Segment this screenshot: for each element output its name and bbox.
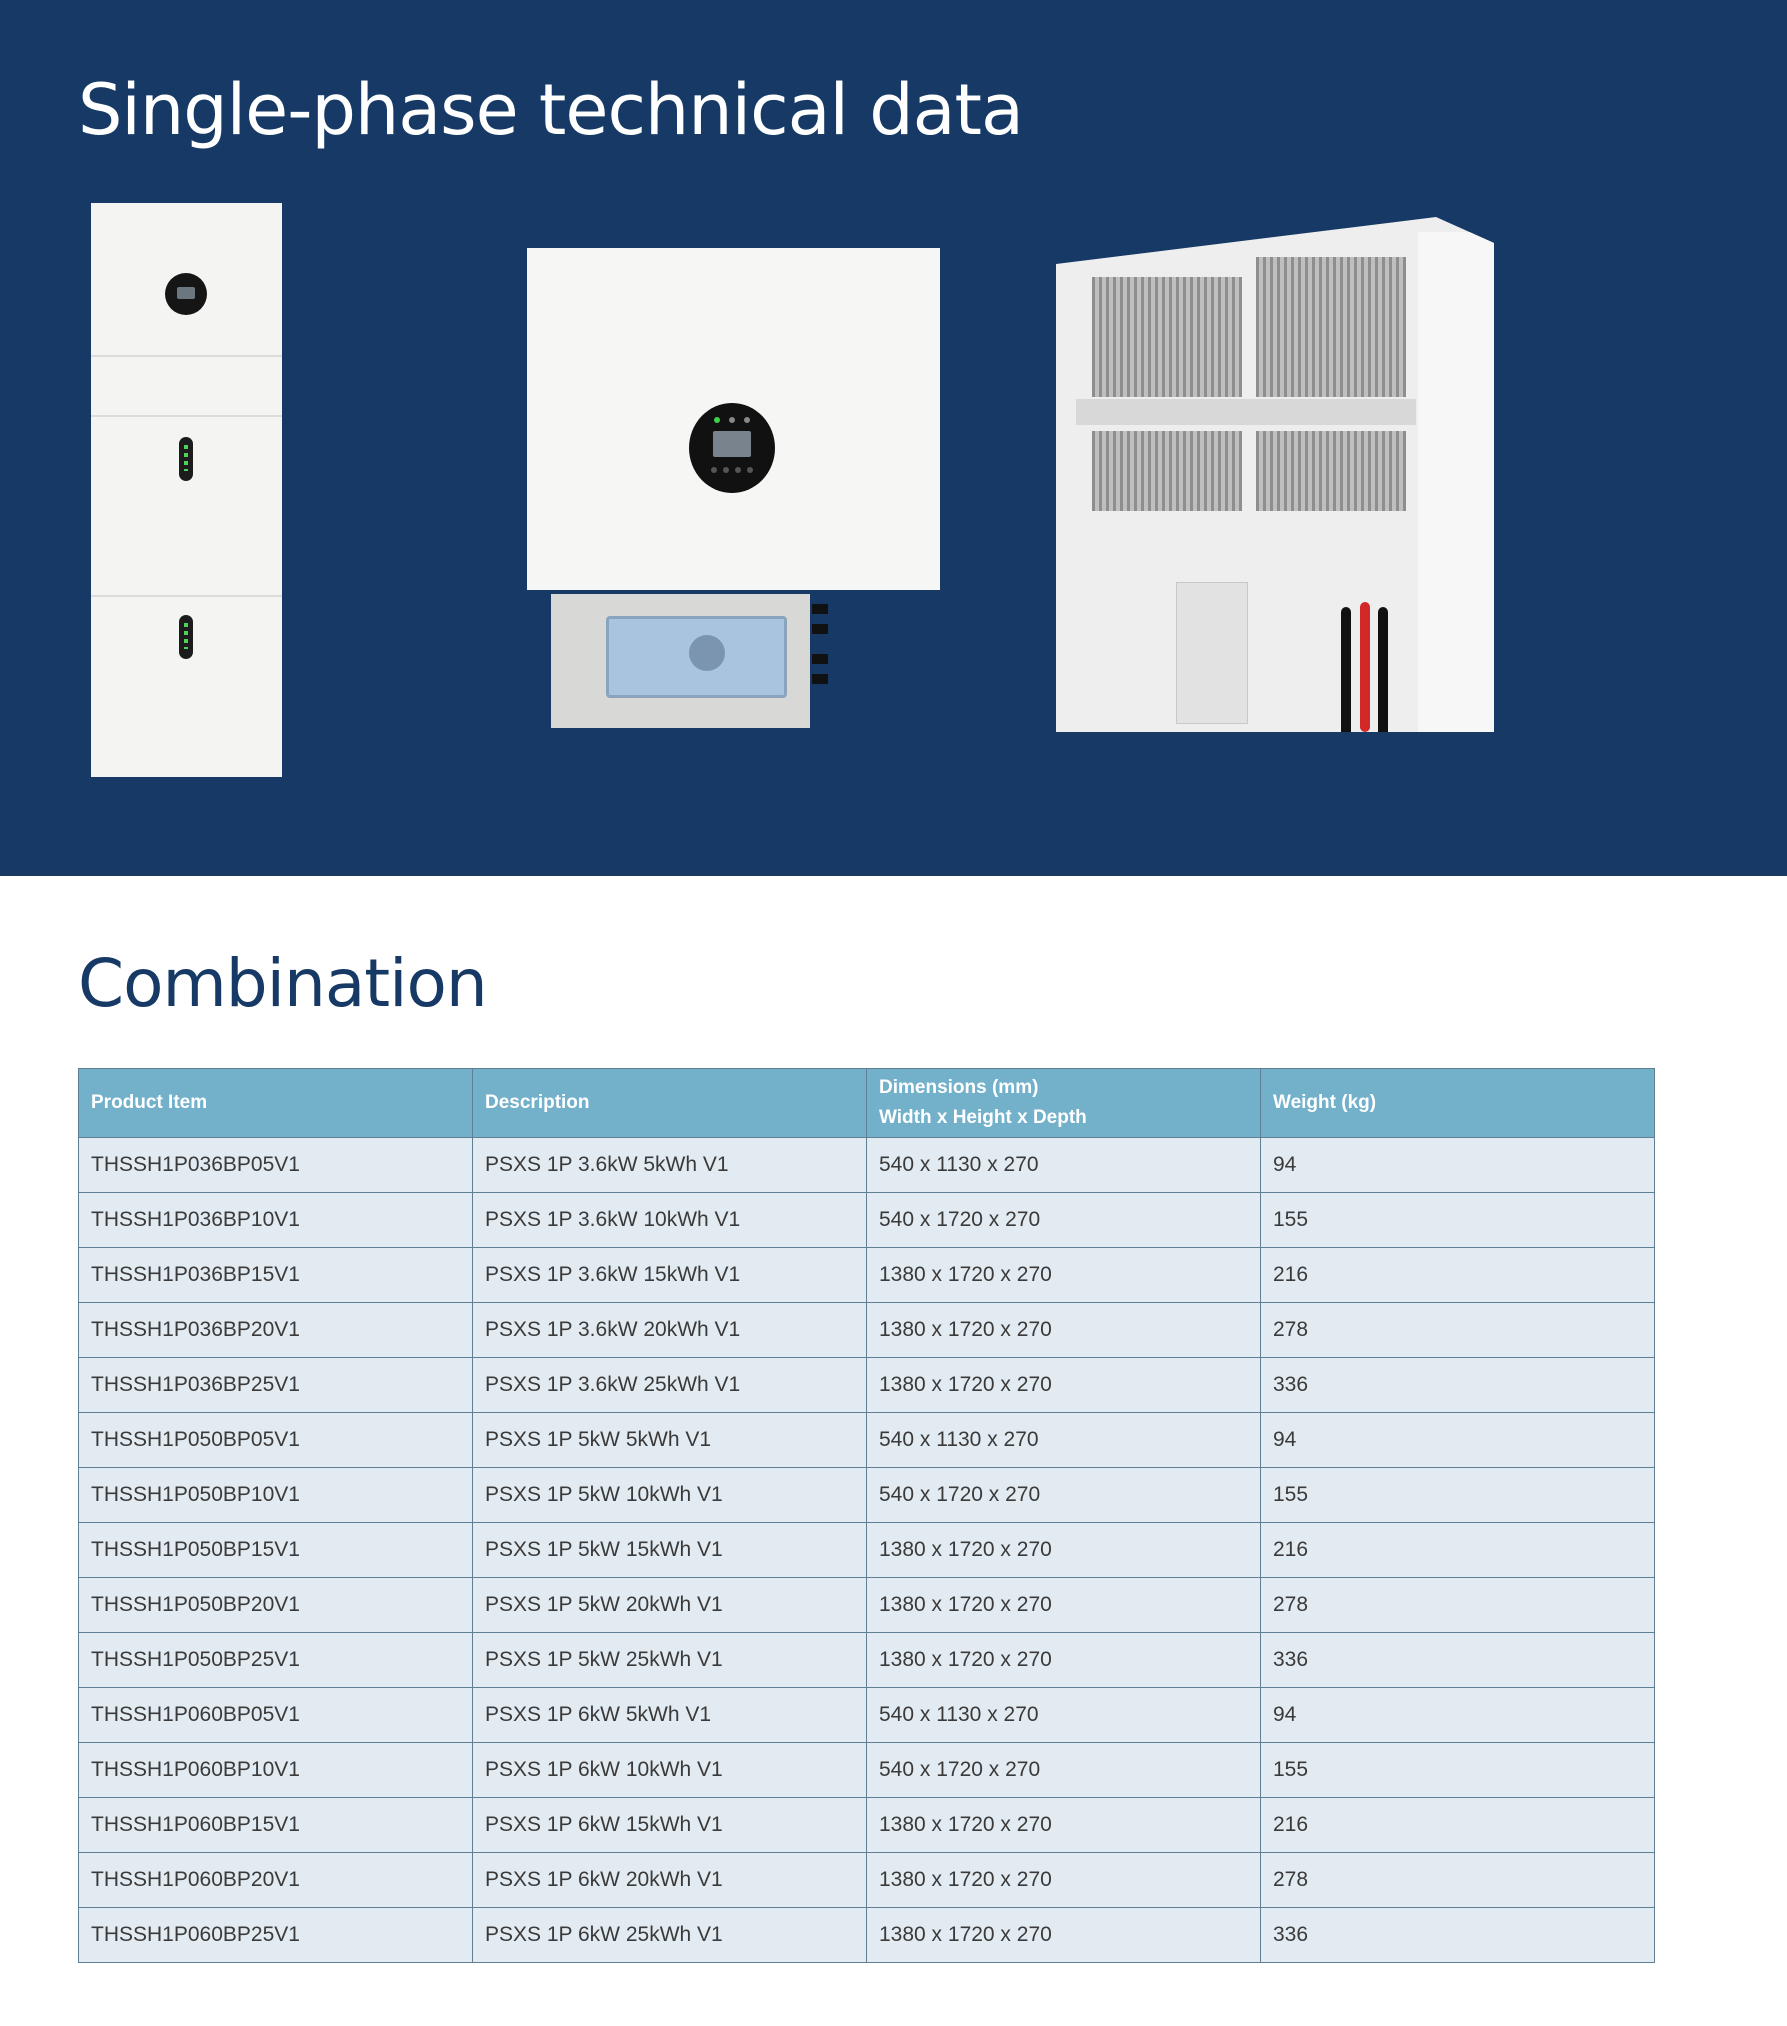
- table-row: [79, 1138, 1655, 1193]
- cell-description: PSXS 1P 6kW 20kWh V1: [473, 1853, 867, 1908]
- cable-red: [1360, 602, 1370, 732]
- cell-weight: 94: [1261, 1138, 1655, 1193]
- cell-description: PSXS 1P 3.6kW 20kWh V1: [473, 1303, 867, 1358]
- cell-product: THSSH1P060BP25V1: [79, 1908, 473, 1963]
- table-row: [79, 1578, 1655, 1633]
- heatsink-fins: [1092, 431, 1242, 511]
- cell-description: PSXS 1P 5kW 15kWh V1: [473, 1523, 867, 1578]
- cell-description: PSXS 1P 5kW 20kWh V1: [473, 1578, 867, 1633]
- cabinet-crossbar: [1076, 399, 1416, 425]
- table-row: [79, 1468, 1655, 1523]
- connector-icon: [812, 674, 828, 684]
- cell-weight: 216: [1261, 1523, 1655, 1578]
- junction-box: [1176, 582, 1248, 724]
- header-description: Description: [473, 1069, 867, 1138]
- table-row: [79, 1193, 1655, 1248]
- battery-display-icon: [165, 273, 207, 315]
- table-header-row: [79, 1069, 1655, 1138]
- cell-product: THSSH1P036BP25V1: [79, 1358, 473, 1413]
- header-weight: Weight (kg): [1261, 1069, 1655, 1138]
- cell-dimensions: 1380 x 1720 x 270: [867, 1248, 1261, 1303]
- cell-weight: 216: [1261, 1248, 1655, 1303]
- cell-description: PSXS 1P 3.6kW 15kWh V1: [473, 1248, 867, 1303]
- breaker-window: [606, 616, 787, 698]
- inverter-switch-box-image: [551, 594, 810, 728]
- cell-product: THSSH1P050BP10V1: [79, 1468, 473, 1523]
- cell-product: THSSH1P060BP20V1: [79, 1853, 473, 1908]
- table-row: [79, 1523, 1655, 1578]
- cell-description: PSXS 1P 3.6kW 5kWh V1: [473, 1138, 867, 1193]
- cell-dimensions: 540 x 1720 x 270: [867, 1468, 1261, 1523]
- cell-description: PSXS 1P 6kW 25kWh V1: [473, 1908, 867, 1963]
- table-row: [79, 1743, 1655, 1798]
- cell-dimensions: 1380 x 1720 x 270: [867, 1798, 1261, 1853]
- cell-product: THSSH1P060BP05V1: [79, 1688, 473, 1743]
- cell-dimensions: 1380 x 1720 x 270: [867, 1358, 1261, 1413]
- inverter-image: [527, 248, 940, 590]
- cell-description: PSXS 1P 5kW 5kWh V1: [473, 1413, 867, 1468]
- cell-weight: 336: [1261, 1908, 1655, 1963]
- cell-dimensions: 540 x 1720 x 270: [867, 1743, 1261, 1798]
- cell-description: PSXS 1P 3.6kW 10kWh V1: [473, 1193, 867, 1248]
- table-row: [79, 1303, 1655, 1358]
- cell-description: PSXS 1P 5kW 25kWh V1: [473, 1633, 867, 1688]
- table-row: [79, 1688, 1655, 1743]
- table-row: [79, 1248, 1655, 1303]
- cell-dimensions: 540 x 1130 x 270: [867, 1413, 1261, 1468]
- battery-led-indicator-icon: [179, 437, 193, 481]
- hero-title: Single-phase technical data: [78, 69, 1023, 151]
- connector-icon: [812, 604, 828, 614]
- table-row: [79, 1908, 1655, 1963]
- cell-description: PSXS 1P 6kW 5kWh V1: [473, 1688, 867, 1743]
- heatsink-fins: [1256, 257, 1406, 397]
- cell-product: THSSH1P050BP25V1: [79, 1633, 473, 1688]
- cable-black: [1378, 607, 1388, 737]
- cell-product: THSSH1P060BP10V1: [79, 1743, 473, 1798]
- battery-module-divider: [91, 415, 282, 417]
- header-dimensions-line2: Width x Height x Depth: [879, 1107, 1087, 1128]
- cell-description: PSXS 1P 6kW 10kWh V1: [473, 1743, 867, 1798]
- table-row: [79, 1413, 1655, 1468]
- cell-dimensions: 540 x 1720 x 270: [867, 1193, 1261, 1248]
- battery-led-indicator-icon: [179, 615, 193, 659]
- battery-module-divider: [91, 595, 282, 597]
- cell-product: THSSH1P050BP20V1: [79, 1578, 473, 1633]
- cell-dimensions: 1380 x 1720 x 270: [867, 1523, 1261, 1578]
- cell-weight: 278: [1261, 1853, 1655, 1908]
- inverter-display-icon: [689, 403, 775, 493]
- cell-weight: 278: [1261, 1578, 1655, 1633]
- hero-banner: [0, 0, 1787, 876]
- cell-dimensions: 540 x 1130 x 270: [867, 1688, 1261, 1743]
- table-row: [79, 1798, 1655, 1853]
- connector-icon: [812, 624, 828, 634]
- cell-weight: 336: [1261, 1633, 1655, 1688]
- cell-dimensions: 1380 x 1720 x 270: [867, 1633, 1261, 1688]
- cell-dimensions: 1380 x 1720 x 270: [867, 1303, 1261, 1358]
- cell-description: PSXS 1P 3.6kW 25kWh V1: [473, 1358, 867, 1413]
- header-dimensions-line1: Dimensions (mm): [879, 1077, 1039, 1098]
- cable-black: [1341, 607, 1351, 737]
- cell-dimensions: 1380 x 1720 x 270: [867, 1578, 1261, 1633]
- cell-product: THSSH1P036BP05V1: [79, 1138, 473, 1193]
- cell-weight: 216: [1261, 1798, 1655, 1853]
- cell-weight: 336: [1261, 1358, 1655, 1413]
- heatsink-fins: [1092, 277, 1242, 397]
- connector-icon: [812, 654, 828, 664]
- cell-description: PSXS 1P 6kW 15kWh V1: [473, 1798, 867, 1853]
- cell-weight: 155: [1261, 1468, 1655, 1523]
- table-row: [79, 1633, 1655, 1688]
- cell-dimensions: 1380 x 1720 x 270: [867, 1908, 1261, 1963]
- cell-weight: 94: [1261, 1688, 1655, 1743]
- cell-weight: 155: [1261, 1193, 1655, 1248]
- heatsink-fins: [1256, 431, 1406, 511]
- cell-product: THSSH1P036BP15V1: [79, 1248, 473, 1303]
- cell-dimensions: 540 x 1130 x 270: [867, 1138, 1261, 1193]
- cell-dimensions: 1380 x 1720 x 270: [867, 1853, 1261, 1908]
- cell-product: THSSH1P036BP20V1: [79, 1303, 473, 1358]
- table-row: [79, 1358, 1655, 1413]
- cell-description: PSXS 1P 5kW 10kWh V1: [473, 1468, 867, 1523]
- table-row: [79, 1853, 1655, 1908]
- cell-product: THSSH1P060BP15V1: [79, 1798, 473, 1853]
- cabinet-side-panel: [1418, 232, 1494, 732]
- cell-product: THSSH1P050BP05V1: [79, 1413, 473, 1468]
- cell-weight: 278: [1261, 1303, 1655, 1358]
- header-product-item: Product Item: [79, 1069, 473, 1138]
- combination-table: [78, 1068, 1655, 1963]
- cell-weight: 155: [1261, 1743, 1655, 1798]
- battery-module-divider: [91, 355, 282, 357]
- section-title: Combination: [78, 945, 487, 1022]
- cell-product: THSSH1P036BP10V1: [79, 1193, 473, 1248]
- open-cabinet-image: [1056, 217, 1494, 732]
- header-dimensions: [867, 1069, 1261, 1138]
- cell-weight: 94: [1261, 1413, 1655, 1468]
- battery-stack-image: [91, 203, 282, 777]
- cell-product: THSSH1P050BP15V1: [79, 1523, 473, 1578]
